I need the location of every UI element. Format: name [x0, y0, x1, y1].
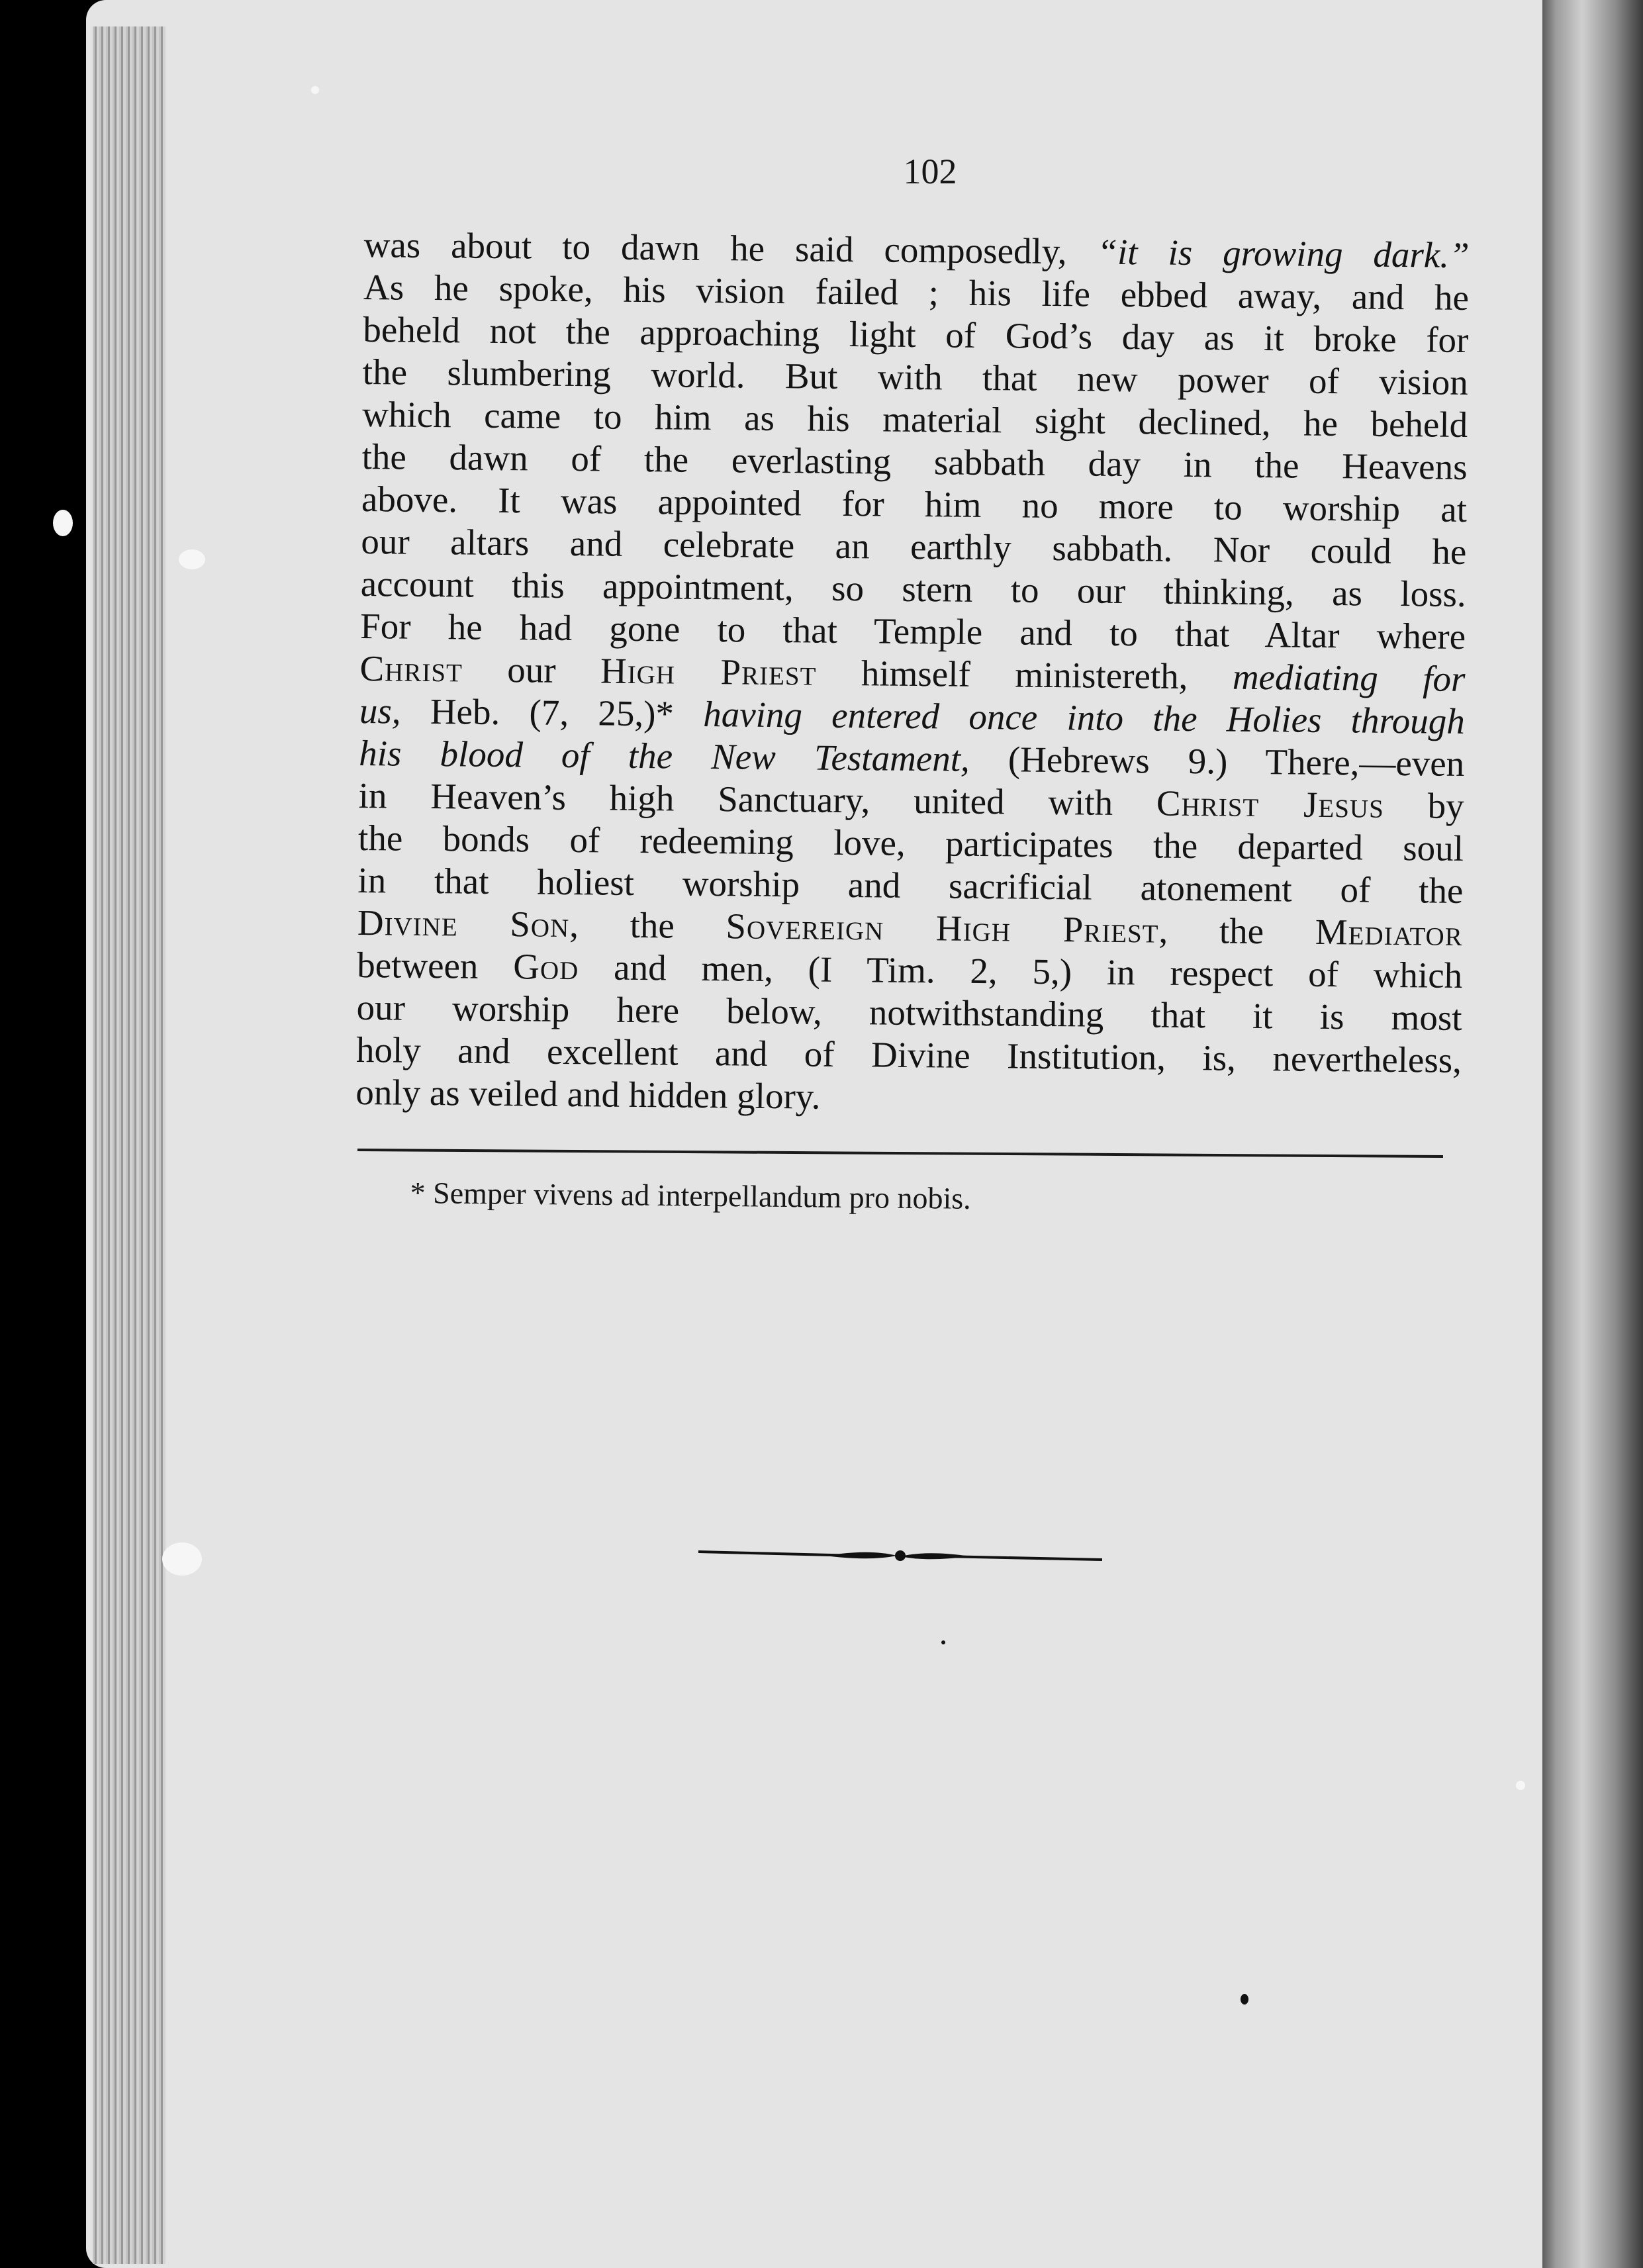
ink-dot	[941, 1640, 945, 1644]
page-number: 102	[903, 152, 957, 191]
text-line: As he spoke, his vision failed ; his life ebbed away, and he	[363, 266, 1470, 318]
book-gutter	[1542, 0, 1643, 2268]
text-line: our altars and celebrate an earthly sabbath. Nor could he	[361, 520, 1467, 573]
text-line: Christ our High Priest himself ministereth, mediating for	[359, 647, 1466, 699]
paper-speck	[179, 549, 205, 569]
text-line: his blood of the New Testament, (Hebrews 9.) There,—even	[359, 732, 1465, 784]
text-line: above. It was appointed for him no more to worship at	[361, 478, 1468, 530]
paper-speck	[53, 510, 73, 536]
text-line: was about to dawn he said composedly, “it is growing dark.”	[363, 224, 1470, 276]
text-line: holy and excellent and of Divine Institution, is, nevertheless,	[355, 1029, 1462, 1080]
text-line: between God and men, (I Tim. 2, 5,) in respect of which	[356, 944, 1463, 996]
ornament-divider-icon	[698, 1536, 1109, 1576]
text-line: the slumbering world. But with that new power of vision	[362, 351, 1469, 403]
page-edges	[93, 26, 165, 2264]
text-line: the dawn of the everlasting sabbath day in the Heavens	[361, 436, 1468, 488]
text-line: Divine Son, the Sovereign High Priest, the Mediator	[357, 902, 1464, 953]
text-line: us, Heb. (7, 25,)* having entered once into the Holies through	[359, 690, 1466, 741]
text-line: For he had gone to that Temple and to that Altar where	[359, 605, 1466, 657]
footnote: * Semper vivens ad interpellandum pro nobis.	[410, 1176, 971, 1215]
text-line: the bonds of redeeming love, participates the departed soul	[357, 817, 1464, 869]
paper-speck	[311, 86, 319, 94]
text-line: only as veiled and hidden glory.	[355, 1071, 821, 1117]
paper-speck	[1516, 1781, 1525, 1790]
text-line: which came to him as his material sight declined, he beheld	[361, 393, 1468, 446]
text-line: our worship here below, notwithstanding that it is most	[356, 986, 1462, 1038]
ink-dot	[1241, 1994, 1248, 2005]
paper-speck	[162, 1542, 202, 1576]
text-line: account this appointment, so stern to our thinking, as loss.	[360, 563, 1466, 615]
text-line: in Heaven’s high Sanctuary, united with Christ Jesus by	[358, 775, 1464, 826]
text-line: beheld not the approaching light of God’s day as it broke for	[363, 308, 1469, 361]
text-line: in that holiest worship and sacrificial atonement of the	[357, 859, 1464, 911]
body-text	[355, 224, 1470, 1124]
